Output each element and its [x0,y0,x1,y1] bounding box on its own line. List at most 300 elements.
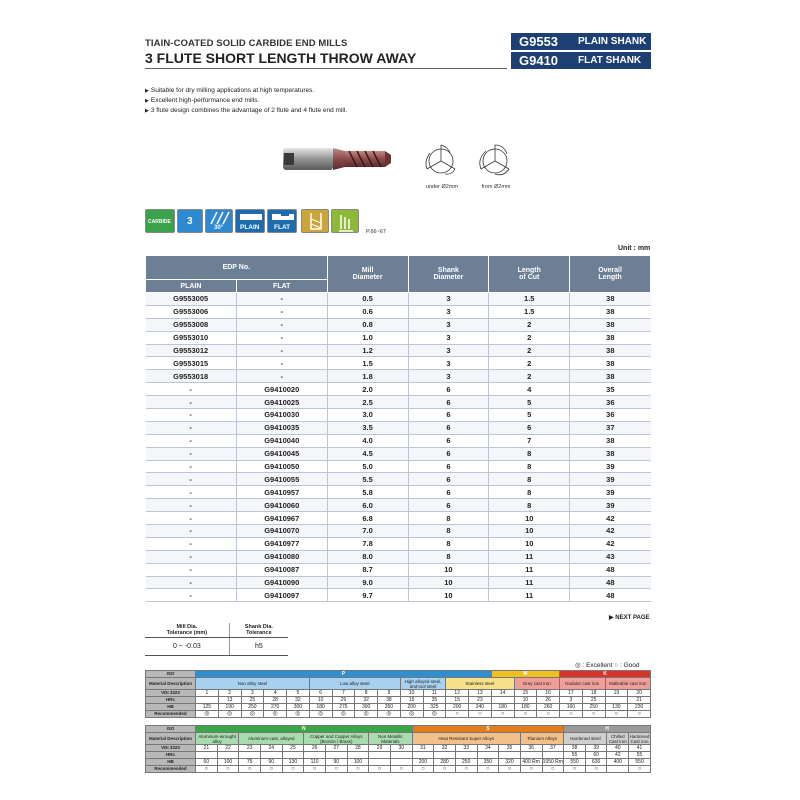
length-of-cut-cell: 1.5 [489,293,570,306]
feature-item: ▶ 3 flute design combines the advantage of 2 flute and 4 flute end mill. [145,106,347,116]
application-icon [331,209,359,233]
iso-rating-cell: ○ [582,711,605,718]
shank-diameter-cell: 6 [408,409,489,422]
table-row [146,421,651,434]
iso-vdi-cell: 35 [499,745,521,752]
iso-hb-row [146,759,651,766]
table-row [146,537,651,550]
mill-diameter-cell: 1.2 [327,344,408,357]
length-of-cut-cell: 10 [489,525,570,538]
iso-material-cell: Chilled Cast iron [608,733,627,744]
edp-flat-cell: G9410040 [236,434,327,447]
overall-length-cell: 48 [570,563,651,576]
iso-group-P: P [196,671,492,678]
iso-recommended-row [146,711,651,718]
iso-hb-cell: 300 [287,704,310,711]
iso-group-H: H [564,726,651,733]
length-of-cut-cell: 1.5 [489,305,570,318]
mill-diameter-cell: 7.8 [327,537,408,550]
iso-hb-cell: 275 [332,704,355,711]
iso-rating-cell: ○ [434,766,456,773]
title-divider [145,68,507,69]
shank-diameter-cell: 8 [408,525,489,538]
iso-hb-cell: 325 [423,704,446,711]
tolerance-header-shank: Shank Dia. Tolerance [229,623,288,638]
iso-material-table-2 [145,725,651,773]
header-shank-diameter: Shank Diameter [408,256,489,293]
iso-material-cell: Grey cast iron [514,678,560,690]
iso-hb-cell: 250 [241,704,264,711]
edp-flat-cell: - [236,318,327,331]
iso-hb-cell: 250 [582,704,605,711]
tolerance-mill-value: 0 ~ -0.03 [145,638,229,656]
iso-material-cell: Aluminum-wrought alloy [196,733,239,745]
overall-length-cell: 48 [570,589,651,602]
edp-plain-cell: - [146,434,237,447]
length-of-cut-cell: 10 [489,512,570,525]
iso-vdi-cell: 8 [355,690,378,697]
shank-diameter-cell: 6 [408,447,489,460]
iso-hb-cell: 400 Rm [520,759,542,766]
overall-length-cell: 36 [570,396,651,409]
table-row [146,357,651,370]
mill-diameter-cell: 9.7 [327,589,408,602]
helix-angle-icon: 30° [205,209,233,233]
length-of-cut-cell: 10 [489,537,570,550]
tolerance-header-mill: Mill Dia. Tolerance (mm) [145,623,229,638]
iso-material-row [146,733,651,745]
iso-hb-cell: 280 [434,759,456,766]
cross-section-from-2mm-icon [474,141,516,181]
edp-flat-cell: - [236,293,327,306]
table-row [146,383,651,396]
iso-hb-cell: 550 [564,759,586,766]
iso-hb-cell: 630 [585,759,607,766]
header-overall-length: Overall Length [570,256,651,293]
mill-diameter-cell: 3.0 [327,409,408,422]
edp-plain-cell: - [146,576,237,589]
shank-diameter-cell: 10 [408,589,489,602]
iso-hrc-cell [412,752,434,759]
length-of-cut-cell: 8 [489,499,570,512]
iso-recommended-row [146,766,651,773]
table-row [146,344,651,357]
edp-flat-cell: G9410055 [236,473,327,486]
iso-hb-cell: 550 [629,759,651,766]
end-mill-illustration [283,143,395,175]
iso-rating-cell: ○ [605,711,628,718]
iso-hrc-row [146,752,651,759]
iso-row-label: VDI 3323 [146,745,196,752]
iso-rating-cell: ◎ [241,711,264,718]
table-row [146,499,651,512]
iso-hb-cell: 350 [378,704,401,711]
iso-rating-cell: ○ [585,766,607,773]
iso-hrc-cell: 26 [537,697,560,704]
iso-vdi-cell: 24 [260,745,282,752]
overall-length-cell: 43 [570,550,651,563]
edp-flat-cell: G9410050 [236,460,327,473]
table-row [146,589,651,602]
mill-diameter-cell: 5.8 [327,486,408,499]
edp-plain-cell: G9553005 [146,293,237,306]
mill-diameter-cell: 5.5 [327,473,408,486]
length-of-cut-cell: 2 [489,357,570,370]
feature-item: ▶ Suitable for dry milling applications at high temperatures. [145,86,347,96]
length-of-cut-cell: 2 [489,370,570,383]
edp-flat-cell: G9410967 [236,512,327,525]
iso-hrc-cell: 15 [446,697,469,704]
iso-hb-row [146,704,651,711]
iso-row-label: HRc [146,752,196,759]
length-of-cut-cell: 4 [489,383,570,396]
shank-diameter-cell: 8 [408,550,489,563]
iso-hrc-cell [239,752,261,759]
length-of-cut-cell: 11 [489,550,570,563]
series-badge-plain [511,33,651,50]
iso-vdi-cell: 5 [287,690,310,697]
mill-diameter-cell: 7.0 [327,525,408,538]
iso-hb-cell: 60 [196,759,218,766]
iso-vdi-cell: 27 [325,745,347,752]
iso-group-row [146,671,651,678]
cross-section-caption: under Ø2mm [425,184,459,190]
edp-flat-cell: - [236,305,327,318]
unit-label: Unit : mm [618,245,651,252]
iso-rating-cell: ○ [455,766,477,773]
product-subtitle: TIAIN-COATED SOLID CARBIDE END MILLS [145,38,348,49]
iso-vdi-cell: 3 [241,690,264,697]
overall-length-cell: 37 [570,421,651,434]
iso-hrc-cell: 10 [309,697,332,704]
length-of-cut-cell: 11 [489,589,570,602]
iso-rating-cell: ○ [564,766,586,773]
iso-hrc-cell [196,697,219,704]
iso-hb-cell: 90 [325,759,347,766]
iso-vdi-cell: 26 [304,745,326,752]
mill-diameter-cell: 6.0 [327,499,408,512]
edp-plain-cell: - [146,589,237,602]
edp-plain-cell: - [146,421,237,434]
length-of-cut-cell: 2 [489,344,570,357]
iso-hb-cell: 240 [469,704,492,711]
iso-hrc-cell [520,752,542,759]
table-row [146,525,651,538]
edp-plain-cell: - [146,473,237,486]
iso-rating-cell: ◎ [332,711,355,718]
iso-vdi-cell: 36 [520,745,542,752]
iso-hrc-cell: 25 [582,697,605,704]
shank-diameter-cell: 6 [408,383,489,396]
iso-rating-cell: ○ [499,766,521,773]
overall-length-cell: 38 [570,318,651,331]
edp-flat-cell: - [236,344,327,357]
iso-vdi-cell: 9 [378,690,401,697]
iso-hrc-cell: 38 [378,697,401,704]
length-of-cut-cell: 8 [489,486,570,499]
shank-diameter-cell: 3 [408,305,489,318]
edp-plain-cell: - [146,486,237,499]
iso-hrc-cell: 13 [218,697,241,704]
iso-material-cell: Non alloy steel [196,678,310,690]
shank-diameter-cell: 6 [408,396,489,409]
tolerance-shank-value: h5 [229,638,288,656]
iso-vdi-cell: 31 [412,745,434,752]
table-row [146,370,651,383]
iso-rating-cell: ○ [469,711,492,718]
iso-hrc-cell [491,697,514,704]
iso-rating-cell: ◎ [309,711,332,718]
edp-flat-cell: G9410035 [236,421,327,434]
series-badge-flat [511,52,651,69]
iso-vdi-cell: 34 [477,745,499,752]
edp-plain-cell: - [146,499,237,512]
edp-plain-cell: G9553008 [146,318,237,331]
header-mill-diameter: Mill Diameter [327,256,408,293]
edp-flat-cell: G9410090 [236,576,327,589]
length-of-cut-cell: 2 [489,331,570,344]
iso-rating-cell: ○ [446,711,469,718]
iso-hb-cell: 90 [260,759,282,766]
shank-diameter-cell: 3 [408,344,489,357]
iso-hb-cell: 230 [628,704,651,711]
iso-hrc-cell [325,752,347,759]
iso-vdi-cell: 11 [423,690,446,697]
overall-length-cell: 38 [570,447,651,460]
overall-length-cell: 39 [570,499,651,512]
overall-length-cell: 48 [570,576,651,589]
iso-rating-cell: ○ [325,766,347,773]
iso-hrc-cell: 55 [629,752,651,759]
mill-diameter-cell: 8.7 [327,563,408,576]
iso-material-cell: Titanium Alloys [520,733,563,745]
iso-material-cell: High alloyed steel, and tool steel [400,678,446,690]
edp-flat-cell: G9410087 [236,563,327,576]
next-page-label: ▶ NEXT PAGE [609,615,650,621]
iso-rating-cell: ○ [347,766,369,773]
iso-vdi-row [146,690,651,697]
iso-vdi-cell: 20 [628,690,651,697]
mill-diameter-cell: 0.6 [327,305,408,318]
iso-hrc-cell: 15 [400,697,423,704]
iso-hrc-cell: 35 [423,697,446,704]
iso-group-S: S [412,726,564,733]
edp-plain-cell: - [146,563,237,576]
shank-diameter-cell: 6 [408,460,489,473]
iso-hrc-cell [499,752,521,759]
table-row [146,447,651,460]
length-of-cut-cell: 8 [489,447,570,460]
edp-flat-cell: G9410060 [236,499,327,512]
iso-hb-cell: 250 [455,759,477,766]
iso-vdi-cell: 1 [196,690,219,697]
iso-vdi-cell: 22 [217,745,239,752]
iso-rating-cell: ○ [282,766,304,773]
iso-rating-cell: ○ [196,766,218,773]
iso-hb-cell: 270 [264,704,287,711]
iso-hb-cell: 1050 Rm [542,759,563,765]
overall-length-cell: 36 [570,409,651,422]
mill-diameter-cell: 0.8 [327,318,408,331]
iso-rating-cell: ◎ [264,711,287,718]
iso-rating-cell: ○ [390,766,412,773]
overall-length-cell: 39 [570,460,651,473]
iso-material-cell: Low alloy steel [309,678,400,690]
cross-section-caption: from Ø2mm [481,184,511,190]
iso-row-label: Material Description [146,733,196,745]
mill-diameter-cell: 9.0 [327,576,408,589]
shank-diameter-cell: 6 [408,421,489,434]
iso-material-cell: Non Metallic Materials [369,733,412,745]
iso-material-table-1 [145,670,651,718]
iso-hrc-cell: 29 [332,697,355,704]
overall-length-cell: 38 [570,293,651,306]
length-of-cut-cell: 6 [489,421,570,434]
length-of-cut-cell: 11 [489,563,570,576]
overall-length-cell: 42 [570,512,651,525]
iso-vdi-cell: 41 [629,745,651,752]
iso-row-label: Material Description [146,678,196,690]
edp-flat-cell: G9410977 [236,537,327,550]
iso-hb-cell: 200 [446,704,469,711]
iso-hb-cell: 100 [347,759,369,766]
iso-hb-cell: 180 [309,704,332,711]
shank-diameter-cell: 3 [408,370,489,383]
edp-plain-cell: - [146,525,237,538]
iso-rating-cell: ○ [217,766,239,773]
iso-rating-cell: ○ [514,711,537,718]
iso-hrc-cell [605,697,628,704]
overall-length-cell: 38 [570,357,651,370]
iso-vdi-cell: 30 [390,745,412,752]
shank-diameter-cell: 8 [408,537,489,550]
edp-plain-cell: - [146,550,237,563]
table-row [146,486,651,499]
edp-plain-cell: - [146,537,237,550]
iso-hrc-cell: 21 [628,697,651,704]
cross-section-under-2mm-icon [420,141,462,181]
header-plain: PLAIN [146,280,237,293]
iso-row-label: HB [146,759,196,766]
iso-vdi-cell: 14 [491,690,514,697]
length-of-cut-cell: 8 [489,473,570,486]
table-row [146,512,651,525]
end-mill-type-icon [301,209,329,233]
iso-vdi-cell: 37 [542,745,564,752]
shank-diameter-cell: 8 [408,512,489,525]
edp-plain-cell: - [146,396,237,409]
shank-diameter-cell: 6 [408,434,489,447]
iso-hrc-cell [542,752,564,759]
page-reference: P.66~67 [366,229,386,235]
length-of-cut-cell: 11 [489,576,570,589]
shank-diameter-cell: 3 [408,318,489,331]
iso-material-cell: Nodular cast iron [560,678,606,690]
iso-rating-cell: ○ [542,766,564,773]
table-row [146,563,651,576]
edp-plain-cell: - [146,409,237,422]
iso-row-label: Recommended [146,711,196,718]
shank-diameter-cell: 3 [408,293,489,306]
iso-hrc-cell [390,752,412,759]
iso-hrc-cell [477,752,499,759]
iso-vdi-cell: 2 [218,690,241,697]
overall-length-cell: 38 [570,370,651,383]
edp-plain-cell: G9553006 [146,305,237,318]
iso-hrc-cell: 60 [585,752,607,759]
edp-flat-cell: G9410957 [236,486,327,499]
iso-rating-cell: ○ [412,766,434,773]
iso-material-cell: Heat Resistant Super Alloys [412,733,520,745]
shank-diameter-cell: 10 [408,563,489,576]
iso-hrc-cell [347,752,369,759]
iso-rating-cell: ◎ [400,711,423,718]
edp-flat-cell: - [236,370,327,383]
iso-hb-cell: 200 [400,704,423,711]
iso-rating-cell: ○ [260,766,282,773]
iso-material-cell: Copper and Copper Alloys (Bronze / Brass) [304,733,369,745]
shank-diameter-cell: 3 [408,331,489,344]
overall-length-cell: 38 [570,305,651,318]
shank-diameter-cell: 6 [408,499,489,512]
tolerance-table [145,623,288,656]
iso-row-label: HB [146,704,196,711]
shank-diameter-cell: 10 [408,576,489,589]
overall-length-cell: 42 [570,537,651,550]
edp-flat-cell: G9410020 [236,383,327,396]
iso-material-cell: Aluminum-cast, alloyed [239,733,304,745]
iso-vdi-cell: 6 [309,690,332,697]
iso-rating-cell: ○ [491,711,514,718]
iso-rating-cell: ○ [239,766,261,773]
length-of-cut-cell: 5 [489,409,570,422]
table-row [146,318,651,331]
iso-rating-cell: ○ [629,766,651,773]
mill-diameter-cell: 1.5 [327,357,408,370]
iso-hrc-cell [434,752,456,759]
iso-rating-cell: ○ [628,711,651,718]
iso-hb-cell: 320 [499,759,521,766]
iso-hrc-cell: 55 [564,752,586,759]
feature-item: ▶ Excellent high-performance end mills. [145,96,347,106]
iso-hb-cell: 400 [607,759,629,766]
iso-vdi-cell: 29 [369,745,391,752]
iso-vdi-cell: 13 [469,690,492,697]
edp-plain-cell: G9553015 [146,357,237,370]
iso-hrc-cell: 28 [264,697,287,704]
iso-vdi-cell: 7 [332,690,355,697]
table-row [146,576,651,589]
mill-diameter-cell: 4.0 [327,434,408,447]
series-code: G9410 [519,53,559,68]
iso-hb-cell: 200 [412,759,434,766]
iso-hrc-row [146,697,651,704]
mill-diameter-cell: 5.0 [327,460,408,473]
iso-vdi-cell: 4 [264,690,287,697]
iso-material-cell: Hardened Cast iron [629,733,650,744]
iso-hb-cell: 100 [217,759,239,766]
overall-length-cell: 38 [570,434,651,447]
iso-rating-cell: ○ [477,766,499,773]
edp-flat-cell: G9410080 [236,550,327,563]
mill-diameter-cell: 2.5 [327,396,408,409]
iso-rating-cell: ◎ [196,711,219,718]
iso-rating-cell: ◎ [355,711,378,718]
iso-rating-cell: ○ [369,766,391,773]
overall-length-cell: 38 [570,344,651,357]
iso-hrc-cell: 32 [355,697,378,704]
edp-plain-cell: - [146,447,237,460]
